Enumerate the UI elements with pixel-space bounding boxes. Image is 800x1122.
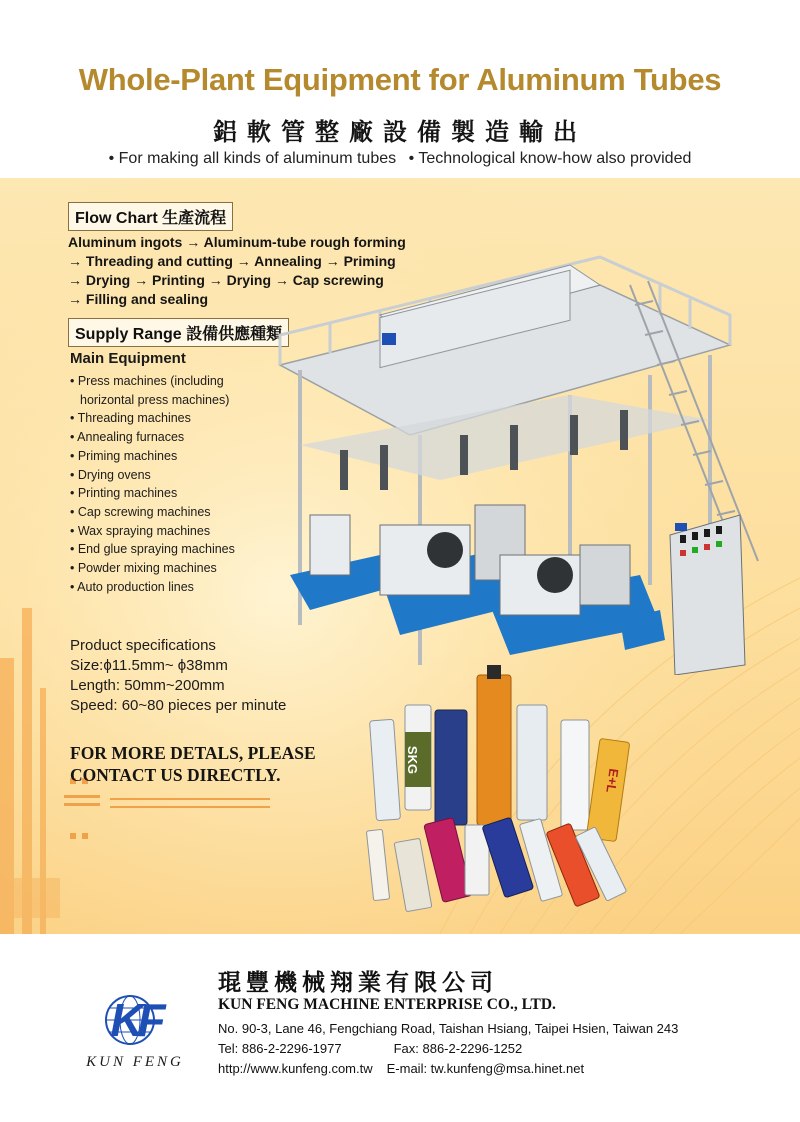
equipment-list	[70, 372, 235, 596]
main-equipment-heading: Main Equipment	[70, 350, 186, 367]
page-title-chinese: 鋁軟管整廠設備製造輸出	[213, 117, 587, 146]
spec-line: Length: 50mm~200mm	[70, 677, 225, 694]
spec-line: Product specifications	[70, 637, 216, 654]
flow-step-line: → Filling and sealing	[68, 291, 209, 307]
company-address: No. 90-3, Lane 46, Fengchiang Road, Taishan Hsiang, Taipei Hsien, Taiwan 243	[218, 1021, 679, 1036]
bullet-know-how: • Technological know-how also provided	[408, 150, 692, 167]
header	[0, 0, 800, 178]
supply-range-heading-cn: 設備供應種類	[186, 324, 283, 343]
kun-feng-logo	[60, 988, 210, 1074]
flow-chart-heading-cn: 生產流程	[162, 208, 227, 227]
supply-range-heading	[68, 318, 289, 347]
list-item: • End glue spraying machines	[70, 542, 235, 557]
production-line-machine-image	[270, 245, 790, 675]
flow-step-line: → Drying → Printing → Drying → Cap screwing	[68, 272, 384, 288]
list-item: • Priming machines	[70, 448, 178, 463]
company-name-english: KUN FENG MACHINE ENTERPRISE CO., LTD.	[218, 996, 556, 1013]
list-item: • Auto production lines	[70, 579, 194, 594]
company-email[interactable]: E-mail: tw.kunfeng@msa.hinet.net	[386, 1061, 585, 1076]
spec-line: Size:ϕ11.5mm~ ϕ38mm	[70, 657, 228, 674]
flow-chart-heading	[68, 202, 233, 231]
company-tel: Tel: 886-2-2296-1977	[218, 1041, 342, 1056]
aluminum-tubes-image	[365, 660, 655, 920]
contact-line: CONTACT US DIRECTLY.	[70, 765, 281, 785]
product-specifications	[70, 636, 286, 716]
list-item: horizontal press machines)	[80, 392, 230, 407]
page-title: Whole-Plant Equipment for Aluminum Tubes	[78, 62, 722, 97]
spec-line: Speed: 60~80 pieces per minute	[70, 697, 287, 714]
list-item: • Press machines (including	[70, 374, 224, 388]
list-item: • Threading machines	[70, 411, 191, 426]
bullet-aluminum-tubes: • For making all kinds of aluminum tubes	[108, 150, 397, 167]
list-item: • Printing machines	[70, 486, 178, 501]
company-website[interactable]: http://www.kunfeng.com.tw	[218, 1061, 373, 1076]
company-phone-fax	[218, 1041, 522, 1056]
company-web-email	[218, 1061, 584, 1076]
list-item: • Cap screwing machines	[70, 504, 211, 519]
supply-range-heading-en: Supply Range	[75, 326, 182, 343]
logo-text: KUN FENG	[86, 1054, 184, 1070]
list-item: • Powder mixing machines	[70, 561, 217, 576]
flow-step-line: Aluminum ingots → Aluminum-tube rough forming	[68, 234, 406, 250]
list-item: • Wax spraying machines	[70, 523, 211, 538]
company-name-chinese: 琨豐機械翔業有限公司	[218, 969, 498, 996]
list-item: • Annealing furnaces	[70, 430, 185, 445]
contact-line: FOR MORE DETALS, PLEASE	[70, 743, 316, 763]
flow-step-line: → Threading and cutting → Annealing → Priming	[68, 253, 396, 269]
list-item: • Drying ovens	[70, 467, 151, 482]
company-fax: Fax: 886-2-2296-1252	[393, 1041, 523, 1056]
contact-notice	[70, 742, 316, 786]
tube-label-el: E+L	[603, 767, 622, 794]
header-bullets	[0, 150, 800, 168]
flow-chart-heading-en: Flow Chart	[75, 210, 158, 227]
tube-label-skg: SKG	[405, 745, 420, 775]
logo-letters: KF	[110, 994, 160, 1046]
